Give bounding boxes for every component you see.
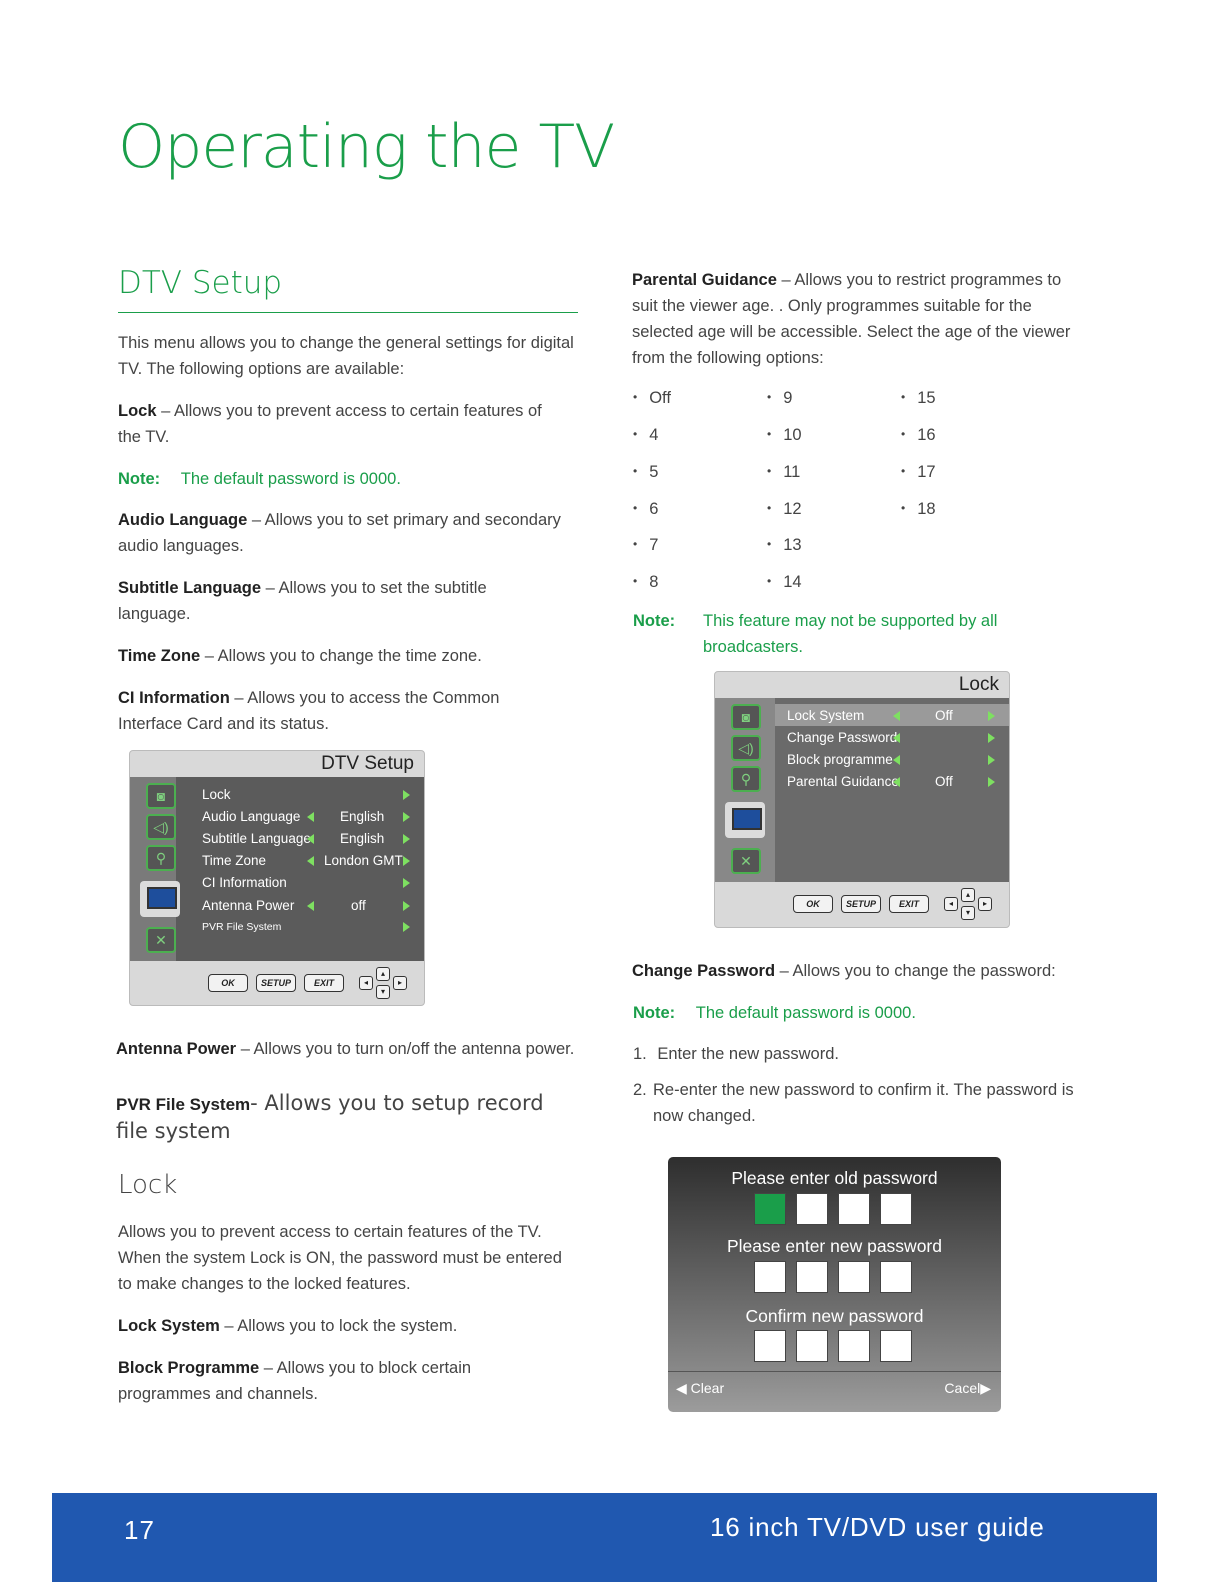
nav-left-icon: ◂ [359,976,373,990]
age-option: • 15 [901,389,936,408]
menu-title: Lock [958,674,999,695]
exit-key: EXIT [304,974,344,992]
desc: – Allows you to prevent access to certain features of the TV. [118,402,542,446]
arrow-right-icon [403,790,410,800]
tv-icon [725,802,765,838]
camera-icon: ◙ [146,783,176,809]
confirm-password-digit[interactable] [796,1330,828,1362]
nav-left-icon: ◂ [944,897,958,911]
satellite-icon: ⚲ [731,766,761,792]
menu-value: English [340,809,385,824]
nav-right-icon: ▸ [978,897,992,911]
old-password-label: Please enter old password [731,1168,938,1188]
section-title-dtv-setup: DTV Setup [118,265,283,301]
age-option: • 9 [767,389,792,408]
arrow-left-icon [307,812,314,822]
guide-title: 16 inch TV/DVD user guide [710,1512,1045,1542]
new-password-digit[interactable] [796,1261,828,1293]
age-option: • 11 [767,463,800,482]
step-1 [633,1041,839,1067]
arrow-right-icon [403,834,410,844]
audio-language-paragraph [118,507,583,559]
note-default-password [118,466,401,492]
old-password-digit[interactable] [880,1193,912,1225]
old-password-digit[interactable] [754,1193,786,1225]
note-broadcasters [633,608,1073,660]
menu-title: DTV Setup [321,753,414,774]
change-password-paragraph [632,958,1092,984]
menu-row-change-password[interactable]: Change Password [787,730,898,745]
arrow-right-icon [403,878,410,888]
ok-key: OK [208,974,248,992]
term: Lock System [118,1317,220,1335]
note-default-password-2 [633,1000,916,1026]
confirm-password-label: Confirm new password [745,1306,924,1326]
arrow-left-icon [893,755,900,765]
term: Change Password [632,962,776,980]
arrow-left-icon [307,834,314,844]
lock-paragraph [118,398,568,450]
note-text: The default password is 0000. [180,470,401,488]
desc: – Allows you to set the subtitle language. [118,579,487,623]
triangle-right-icon: ▶ [980,1380,991,1396]
menu-row-audio-language[interactable]: Audio Language [202,809,301,824]
block-programme-paragraph [118,1355,538,1407]
age-option: • 17 [901,463,936,482]
note-label: Note: [118,470,161,488]
new-password-label: Please enter new password [727,1236,942,1256]
ok-key: OK [793,895,833,913]
pvr-file-system-paragraph [116,1090,576,1144]
age-option: • 16 [901,426,936,445]
note-label: Note: [633,1004,676,1022]
age-option: • 6 [633,500,658,519]
nav-down-icon: ▾ [376,985,390,999]
nav-up-icon: ▴ [961,888,975,902]
arrow-right-icon [988,711,995,721]
step-number: 1. [633,1045,647,1063]
note-label: Note: [633,612,676,630]
arrow-left-icon [893,711,900,721]
menu-row-subtitle-language[interactable]: Subtitle Language [202,831,311,846]
confirm-password-digit[interactable] [880,1330,912,1362]
ci-information-paragraph [118,685,558,737]
satellite-icon: ⚲ [146,845,176,871]
tools-icon: ✕ [731,848,761,874]
menu-row-block-programme[interactable]: Block programme [787,752,893,767]
age-option: • 12 [767,500,802,519]
menu-row-lock-system[interactable]: Lock System [787,708,865,723]
lock-menu [714,671,1010,928]
tv-icon [140,881,180,917]
confirm-password-digit[interactable] [754,1330,786,1362]
age-option: • 8 [633,573,658,592]
desc: – Allows you to block certain programmes and channels. [118,1359,472,1403]
term: Parental Guidance [632,271,777,289]
menu-value: London GMT [324,853,403,868]
age-option: • 18 [901,500,936,519]
age-option: • 4 [633,426,658,445]
subtitle-language-paragraph [118,575,538,627]
password-dialog [668,1157,1001,1412]
menu-row-lock[interactable]: Lock [202,787,231,802]
menu-value: English [340,831,385,846]
term: Lock [118,402,157,420]
menu-value: Off [935,708,953,723]
arrow-right-icon [988,755,995,765]
menu-row-antenna-power[interactable]: Antenna Power [202,898,295,913]
arrow-right-icon [403,922,410,932]
term: Antenna Power [116,1040,237,1058]
dialog-divider [668,1371,1001,1372]
menu-row-parental-guidance[interactable]: Parental Guidance [787,774,899,789]
arrow-right-icon [403,856,410,866]
dtv-intro: This menu allows you to change the general settings for digital TV. The following options are available: [118,334,574,378]
cancel-label: Cacel [944,1380,981,1396]
new-password-digit[interactable] [880,1261,912,1293]
desc: – Allows you to change the time zone. [200,647,482,665]
arrow-left-icon [307,856,314,866]
old-password-digit[interactable] [838,1193,870,1225]
desc: – Allows you to restrict programmes to suit the viewer age. . Only programmes suitable for the selected age will be accessible. Select the age of the viewer from the following options: [632,271,1071,367]
arrow-right-icon [403,812,410,822]
lock-system-paragraph [118,1313,578,1339]
desc: - Allows you to setup record file system [116,1091,544,1143]
age-option: • 14 [767,573,802,592]
term: Time Zone [118,647,201,665]
note-text: The default password is 0000. [695,1004,916,1022]
cancel-button[interactable] [944,1380,991,1397]
arrow-left-icon [893,733,900,743]
term: PVR File System [116,1095,251,1114]
speaker-icon: ◁) [731,735,761,761]
section-divider [118,312,578,313]
triangle-left-icon: ◀ [676,1380,687,1396]
age-option: • Off [633,389,671,408]
age-option: • 7 [633,536,658,555]
desc: – Allows you to lock the system. [219,1317,458,1335]
nav-up-icon: ▴ [376,967,390,981]
arrow-right-icon [988,777,995,787]
camera-icon: ◙ [731,704,761,730]
page-title: Operating the TV [118,112,615,182]
age-option: • 13 [767,536,802,555]
term: CI Information [118,689,230,707]
exit-key: EXIT [889,895,929,913]
menu-value: off [351,898,366,913]
speaker-icon: ◁) [146,814,176,840]
term: Block Programme [118,1359,260,1377]
step-text: Enter the new password. [657,1045,839,1063]
parental-guidance-paragraph [632,267,1077,371]
clear-label: Clear [690,1380,725,1396]
clear-button[interactable] [676,1380,724,1397]
old-password-digit[interactable] [796,1193,828,1225]
setup-key: SETUP [256,974,296,992]
nav-right-icon: ▸ [393,976,407,990]
step-number: 2. [633,1081,647,1099]
time-zone-paragraph [118,643,578,669]
desc: – Allows you to access the Common Interface Card and its status. [118,689,500,733]
note-text: This feature may not be supported by all broadcasters. [703,612,998,656]
step-2 [633,1077,1088,1129]
menu-row-time-zone[interactable]: Time Zone [202,853,267,868]
page-number: 17 [124,1515,155,1545]
desc: – Allows you to change the password: [775,962,1056,980]
age-option: • 10 [767,426,802,445]
menu-row-ci-information[interactable]: CI Information [202,875,287,890]
step-text: Re-enter the new password to confirm it. The password is now changed. [653,1081,1074,1125]
new-password-digit[interactable] [754,1261,786,1293]
antenna-power-paragraph [116,1036,576,1062]
tools-icon: ✕ [146,927,176,953]
arrow-left-icon [893,777,900,787]
dtv-setup-menu [129,750,425,1006]
lock-section-title: Lock [118,1170,178,1200]
new-password-digit[interactable] [838,1261,870,1293]
desc: – Allows you to set primary and secondary audio languages. [118,511,561,555]
age-option: • 5 [633,463,658,482]
term: Audio Language [118,511,248,529]
desc: – Allows you to turn on/off the antenna power. [236,1040,575,1058]
setup-key: SETUP [841,895,881,913]
lock-intro: Allows you to prevent access to certain features of the TV. When the system Lock is ON, the password must be entered to make changes to the locked features. [118,1223,562,1293]
term: Subtitle Language [118,579,262,597]
menu-value: Off [935,774,953,789]
menu-row-pvr-file-system[interactable]: PVR File System [202,921,282,933]
confirm-password-digit[interactable] [838,1330,870,1362]
nav-down-icon: ▾ [961,906,975,920]
arrow-right-icon [403,901,410,911]
arrow-right-icon [988,733,995,743]
arrow-left-icon [307,901,314,911]
